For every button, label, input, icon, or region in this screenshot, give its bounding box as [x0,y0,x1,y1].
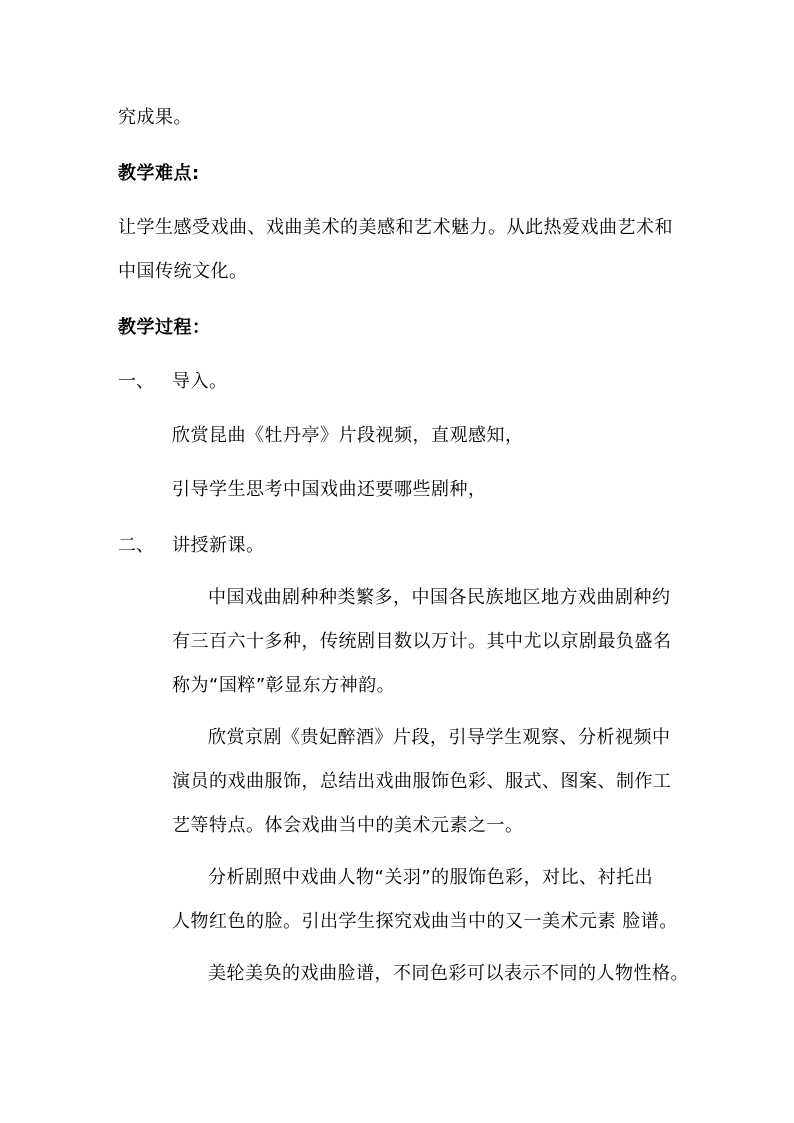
paragraph-2-line-3: 艺等特点。体会戏曲当中的美术元素之一。 [172,815,524,836]
section-2-title: 讲授新课。 [172,535,265,556]
section-2-number: 二、 [118,535,154,556]
difficulty-text-line-1: 让学生感受戏曲、戏曲美术的美感和艺术魅力。从此热爱戏曲艺术和 [118,217,673,238]
paragraph-1-line-3: 称为“国粹”彰显东方神韵。 [172,675,396,696]
paragraph-1-line-1: 中国戏曲剧种种类繁多，中国各民族地区地方戏曲剧种约 [208,587,671,608]
paragraph-3-line-1: 分析剧照中戏曲人物“关羽”的服饰色彩，对比、衬托出 [208,867,654,888]
process-heading: 教学过程： [118,317,211,338]
paragraph-1-line-2: 有三百六十多种，传统剧目数以万计。其中尤以京剧最负盛名 [172,631,672,652]
paragraph-2-line-2: 演员的戏曲服饰，总结出戏曲服饰色彩、服式、图案、制作工 [172,771,672,792]
paragraph-3-line-2: 人物红色的脸。引出学生探究戏曲当中的又一美术元素 脸谱。 [172,911,678,932]
section-1-title: 导入。 [172,371,228,392]
paragraph-2-line-1: 欣赏京剧《贵妃醉酒》片段，引导学生观察、分析视频中 [208,727,671,748]
difficulty-text-line-2: 中国传统文化。 [118,261,248,282]
paragraph-4-line-1: 美轮美奂的戏曲脸谱，不同色彩可以表示不同的人物性格。 [208,963,689,984]
section-1-line-1: 欣赏昆曲《牡丹亭》片段视频，直观感知， [172,425,524,446]
difficulty-heading: 教学难点: [118,163,200,184]
section-1-number: 一、 [118,371,154,392]
intro-tail-text: 究成果。 [118,107,192,128]
section-1-line-2: 引导学生思考中国戏曲还要哪些剧种， [172,479,487,500]
